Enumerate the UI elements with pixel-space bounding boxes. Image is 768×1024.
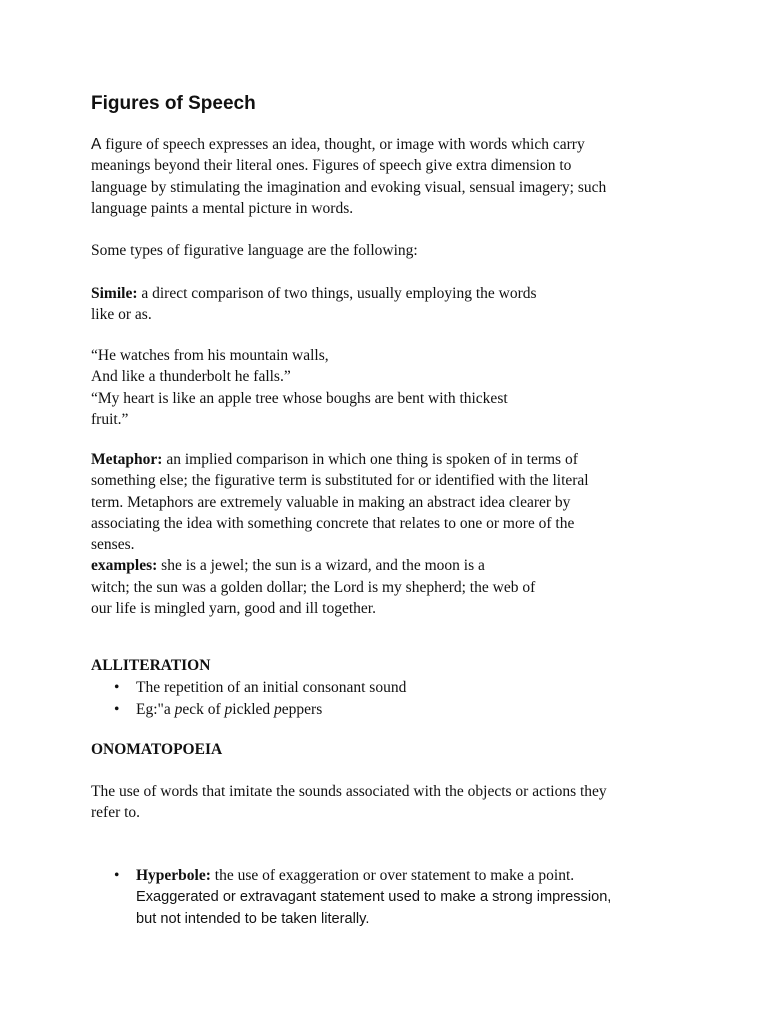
intro-line: language by stimulating the imagination and evoking visual, sensual imagery; such <box>91 178 607 196</box>
hyperbole-line: but not intended to be taken literally. <box>136 911 370 928</box>
simile-quote-line: And like a thunderbolt he falls.” <box>91 368 291 386</box>
simile-quote-line: fruit.” <box>91 410 129 428</box>
simile-line-text: a direct comparison of two things, usually employing the words <box>137 285 537 302</box>
alliteration-example <box>136 699 322 720</box>
simile-quotes <box>91 345 508 430</box>
metaphor-line <box>91 449 589 470</box>
example-text: eppers <box>281 701 323 718</box>
metaphor-definition <box>91 449 589 619</box>
simile-quote-line: “He watches from his mountain walls, <box>91 347 329 364</box>
simile-line: like or as. <box>91 306 152 324</box>
example-italic-letter: p <box>274 701 282 718</box>
simile-line <box>91 283 537 304</box>
example-italic-letter: p <box>174 701 183 718</box>
hyperbole-definition <box>136 865 611 930</box>
intro-line <box>91 134 606 155</box>
example-text: eck of <box>182 701 225 718</box>
alliteration-bullet-item <box>114 677 406 698</box>
metaphor-term: Metaphor: <box>91 451 163 468</box>
examples-term: examples: <box>91 557 158 575</box>
intro-line-text: figure of speech expresses an idea, thought, or image with words which carry <box>101 136 585 153</box>
bullet-icon: • <box>114 867 120 884</box>
hyperbole-line-text: the use of exaggeration or over statement to make a point. <box>210 867 575 884</box>
alliteration-bullet-item <box>114 699 322 720</box>
simile-quote-line: “My heart is like an apple tree whose boughs are bent with thickest <box>91 389 508 407</box>
example-text: ickled <box>232 701 275 718</box>
metaphor-line: something else; the figurative term is substituted for or identified with the literal <box>91 472 589 490</box>
types-intro-text: Some types of figurative language are the following: <box>91 242 418 259</box>
bullet-icon: • <box>114 701 120 718</box>
metaphor-line: term. Metaphors are extremely valuable in making an abstract idea clearer by <box>91 493 571 511</box>
simile-term: Simile: <box>91 285 138 302</box>
metaphor-line: associating the idea with something concrete that relates to one or more of the <box>91 514 575 532</box>
examples-line-text: she is a jewel; the sun is a wizard, and the moon is a <box>157 557 485 575</box>
alliteration-heading: ALLITERATION <box>91 657 211 674</box>
onomatopoeia-line: The use of words that imitate the sounds associated with the objects or actions they <box>91 783 607 800</box>
intro-paragraph <box>91 134 606 219</box>
hyperbole-bullet-item <box>114 865 611 930</box>
onomatopoeia-line: refer to. <box>91 804 141 822</box>
intro-drop-letter: A <box>91 136 102 153</box>
simile-definition <box>91 283 537 326</box>
metaphor-examples-line: witch; the sun was a golden dollar; the Lord is my shepherd; the web of <box>91 578 536 596</box>
metaphor-line-text: an implied comparison in which one thing is spoken of in terms of <box>162 451 578 468</box>
hyperbole-line <box>136 865 611 886</box>
onomatopoeia-definition <box>91 781 607 824</box>
onomatopoeia-heading: ONOMATOPOEIA <box>91 741 223 758</box>
example-text: Eg:"a <box>136 701 175 718</box>
metaphor-examples-line: our life is mingled yarn, good and ill together. <box>91 600 376 618</box>
metaphor-examples-line <box>91 555 589 576</box>
page-title: Figures of Speech <box>91 93 256 114</box>
types-intro <box>91 240 418 261</box>
metaphor-line: senses. <box>91 536 135 554</box>
intro-line: language paints a mental picture in words. <box>91 199 354 217</box>
bullet-icon: • <box>114 679 120 696</box>
hyperbole-term: Hyperbole: <box>136 867 211 884</box>
intro-line: meanings beyond their literal ones. Figures of speech give extra dimension to <box>91 157 572 175</box>
hyperbole-line: Exaggerated or extravagant statement used to make a strong impression, <box>136 889 612 906</box>
example-italic-letter: p <box>224 701 233 718</box>
alliteration-bullet-text: The repetition of an initial consonant sound <box>136 679 407 696</box>
